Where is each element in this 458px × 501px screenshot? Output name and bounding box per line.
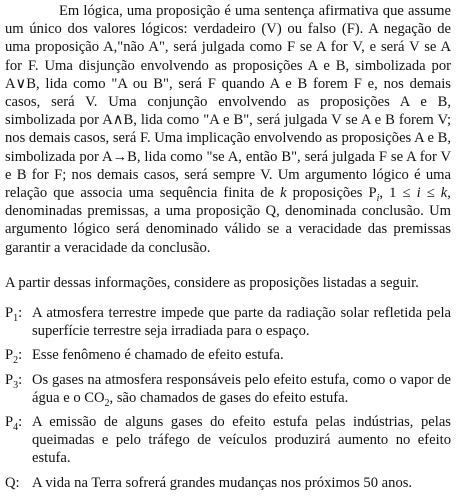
proposition-text: A vida na Terra sofrerá grandes mudanças nos próximos 50 anos. xyxy=(32,474,413,491)
proposition-text: A atmosfera terrestre impede que parte da radiação solar refletida pela superfície terrestre seja irradiada para o espaço. xyxy=(32,305,451,340)
proposition-text: A emissão de alguns gases do efeito estufa pelas indústrias, pelas queimadas e pelo tráfego de veículos produzirá aumento no efeito estufa. xyxy=(32,414,451,467)
intro-mid: proposições P xyxy=(292,185,377,202)
propositions-list xyxy=(5,304,451,492)
proposition-p1 xyxy=(5,304,451,340)
instruction-text: A partir dessas informações, considere as proposições listadas a seguir. xyxy=(5,274,419,291)
proposition-p4 xyxy=(5,413,451,468)
intro-range-i: i xyxy=(416,185,421,202)
intro-end: , denominadas premissas, a uma proposição Q, denominada conclusão. Um argumento lógico será denominado válido se a veracidade das premissas garantir a veracidade da conclusão. xyxy=(5,185,451,256)
intro-sub-i: i xyxy=(376,192,380,204)
intro-text: Em lógica, uma proposição é uma sentença afirmativa que assume um único dos valores lógicos: verdadeiro (V) ou falso (F). A negação de uma proposição A,"não A", será julgada como F se A for V, e será V se A for F. Uma disjunção envolvendo as proposições A e B, simbolizada por A∨B, lida como "A ou B", será F quando A e B forem F e, nos demais casos, será V. Uma conjunção envolvendo as proposições A e B, simbolizada por A∧B, lida como "A e B", será julgada V se A e B forem V; nos demais casos, será F. Uma implicação envolvendo as proposições A e B, simbolizada por A→B, lida como "se A, então B", será julgada F se A for V e B for F; nos demais casos, será sempre V. Um argumento lógico é uma relação que associa uma sequência finita de xyxy=(5,3,451,202)
intro-range-2: ≤ xyxy=(426,185,435,202)
proposition-q xyxy=(5,474,451,492)
intro-range-k: k xyxy=(440,185,448,202)
intro-paragraph xyxy=(5,2,451,257)
proposition-text: Os gases na atmosfera responsáveis pelo efeito estufa, como o vapor de água e o $CO_2$, são chamados de gases do efeito estufa. xyxy=(32,371,451,409)
proposition-label: Q: xyxy=(5,474,20,491)
proposition-label: $P_1$: xyxy=(5,305,23,324)
proposition-text: Esse fenômeno é chamado de efeito estufa. xyxy=(32,347,284,364)
proposition-label: $P_4$: xyxy=(5,414,23,433)
intro-comma: , xyxy=(379,185,384,202)
intro-k: k xyxy=(280,185,287,202)
intro-range-1: 1 ≤ xyxy=(389,185,411,202)
proposition-p3 xyxy=(5,371,451,407)
proposition-p2 xyxy=(5,346,451,367)
proposition-label: $P_2$: xyxy=(5,347,23,367)
proposition-label: $P_3$: xyxy=(5,371,23,391)
